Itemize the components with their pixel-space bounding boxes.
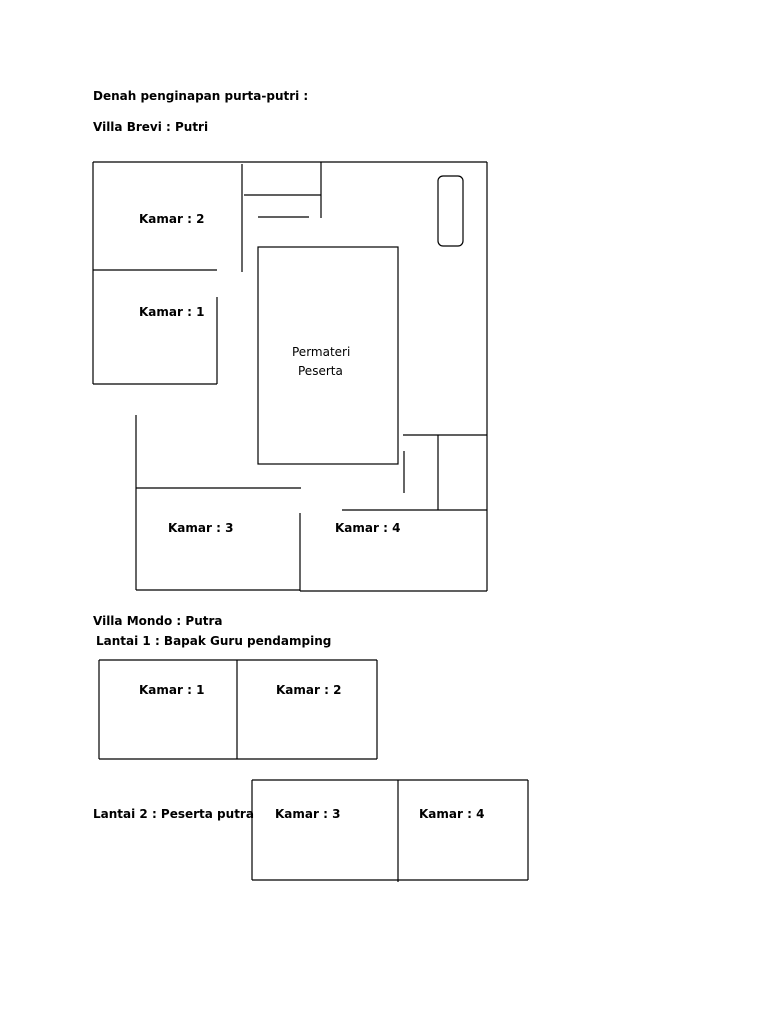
document-title: Denah penginapan purta-putri : [93, 89, 309, 103]
lantai-1-label: Lantai 1 : Bapak Guru pendamping [96, 634, 332, 648]
center-label-permateri: Permateri [292, 345, 351, 359]
villa-brevi-plan [93, 162, 487, 591]
lantai2-plan [252, 780, 528, 882]
cabinet-shape [438, 176, 463, 246]
lantai1-kamar-1-label: Kamar : 1 [139, 683, 205, 697]
kamar-4-label: Kamar : 4 [335, 521, 401, 535]
kamar-1-label: Kamar : 1 [139, 305, 205, 319]
kamar-3-label: Kamar : 3 [168, 521, 234, 535]
lantai1-kamar-2-label: Kamar : 2 [276, 683, 342, 697]
villa-brevi-heading: Villa Brevi : Putri [93, 120, 209, 134]
lantai1-plan [99, 660, 377, 759]
lantai2-kamar-4-label: Kamar : 4 [419, 807, 485, 821]
lantai-2-label: Lantai 2 : Peserta putra [93, 807, 254, 821]
kamar-2-label: Kamar : 2 [139, 212, 205, 226]
lantai2-kamar-3-label: Kamar : 3 [275, 807, 341, 821]
center-label-peserta: Peserta [298, 364, 343, 378]
villa-mondo-heading: Villa Mondo : Putra [93, 614, 223, 628]
